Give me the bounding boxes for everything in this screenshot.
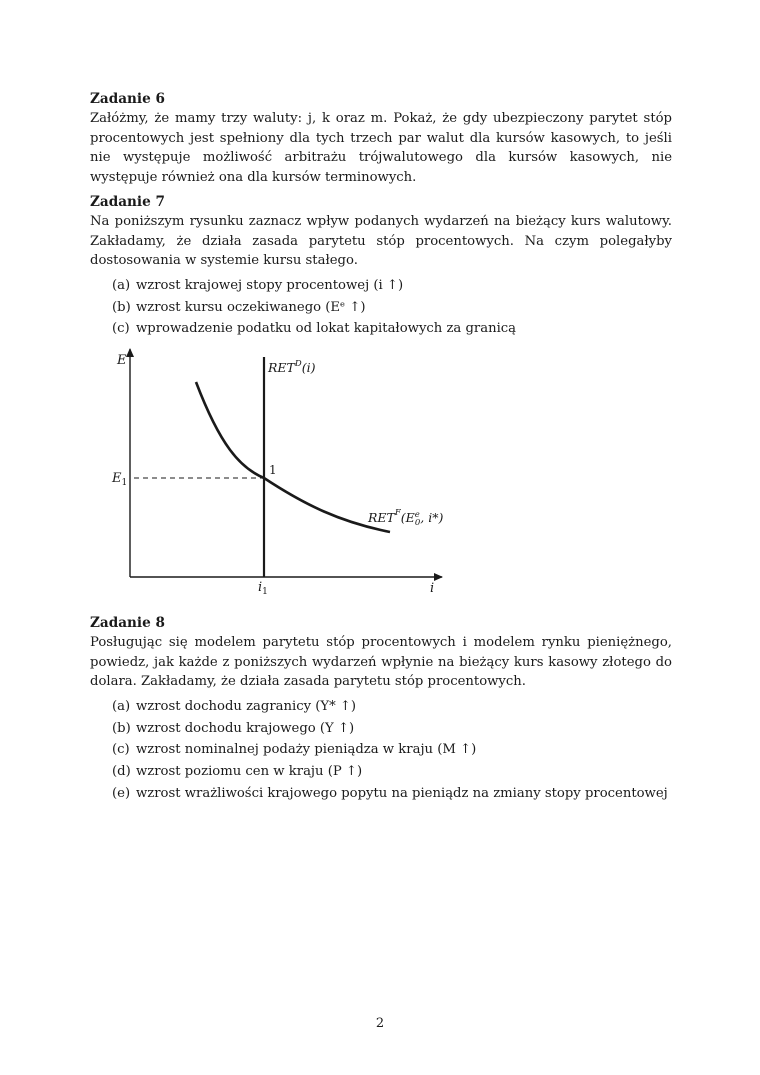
ret-d-name: RET [268,360,295,375]
item-text: wzrost nominalnej podaży pieniądza w kraju (M ↑) [136,742,477,758]
i1-label [258,580,268,597]
exchange-rate-diagram [100,345,460,605]
item-text: wzrost wrażliwości krajowego popytu na pieniądz na zmiany stopy procentowej [136,785,668,801]
list-item [90,697,672,716]
item-text: wprowadzenie podatku od lokat kapitałowych za granicą [136,321,517,337]
page-number: 2 [375,1016,385,1031]
item-label: (a) [112,277,131,293]
item-label: (b) [112,299,131,315]
task-7 [90,193,672,341]
task-6-title: Zadanie 6 [90,91,165,107]
task-6 [90,90,672,187]
e1-subscript: 1 [121,478,128,488]
ret-f-e-superscript: e [414,510,420,520]
list-item [90,319,672,338]
e1-label [111,471,127,488]
y-axis-label: E [117,353,127,368]
list-item [90,276,672,295]
ret-domestic-label [267,359,316,375]
ret-f-superscript: F [394,508,401,518]
list-item [90,762,672,781]
list-item [90,784,672,803]
item-label: (b) [112,720,131,736]
ret-d-argument: (i) [301,360,316,375]
ret-foreign-curve [196,382,390,532]
equilibrium-point-label: 1 [269,463,277,477]
task-7-list [90,276,672,339]
item-text: wzrost dochodu krajowego (Y ↑) [136,720,355,736]
task-6-text: Załóżmy, że mamy trzy waluty: j, k oraz m. Pokaż, że gdy ubezpieczony parytet stóp procentowych jest spełniony dla tych trzech par walut dla kursów kasowych, to jeśli nie występuje możliwość arbitrażu trójwalutowego dla kursów kasowych, nie występuje również ona dla kursów terminowych. [90,111,672,185]
task-8 [90,614,672,806]
item-label: (c) [112,742,130,758]
task-7-text: Na poniższym rysunku zaznacz wpływ podanych wydarzeń na bieżący kurs walutowy. Zakładamy, że działa zasada parytetu stóp procentowych. Na czym polegałyby dostosowania w systemie kursu stałego. [90,214,672,269]
i1-subscript: 1 [262,587,268,597]
item-text: wzrost poziomu cen w kraju (P ↑) [136,764,363,780]
ret-f-paren: ( [400,510,406,525]
item-text: wzrost kursu oczekiwanego (Eᵉ ↑) [136,299,366,315]
item-label: (d) [112,764,131,780]
task-8-list [90,697,672,803]
ret-f-rest: , i*) [420,510,444,525]
x-axis-label: i [430,581,435,596]
ret-f-e-subscript: 0 [414,518,421,528]
item-text: wzrost dochodu zagranicy (Y* ↑) [136,698,357,714]
task-8-title: Zadanie 8 [90,615,165,631]
list-item [90,740,672,759]
ret-f-name: RET [368,510,395,525]
list-item [90,719,672,738]
task-7-title: Zadanie 7 [90,194,165,210]
i1-letter: i [258,580,263,595]
list-item [90,298,672,317]
task-8-text: Posługując się modelem parytetu stóp procentowych i modelem rynku pieniężnego, powiedz, jak każde z poniższych wydarzeń wpłynie na bieżący kurs kasowy złotego do dolara. Zakładamy, że działa zasada parytetu stóp procentowych. [90,635,672,690]
item-label: (a) [112,698,131,714]
ret-foreign-label [367,508,443,528]
item-label: (e) [112,785,131,801]
ret-d-superscript: D [294,359,302,369]
ret-f-e: E [405,510,415,525]
e1-letter: E [112,471,122,486]
item-text: wzrost krajowej stopy procentowej (i ↑) [136,277,404,293]
item-label: (c) [112,321,130,337]
